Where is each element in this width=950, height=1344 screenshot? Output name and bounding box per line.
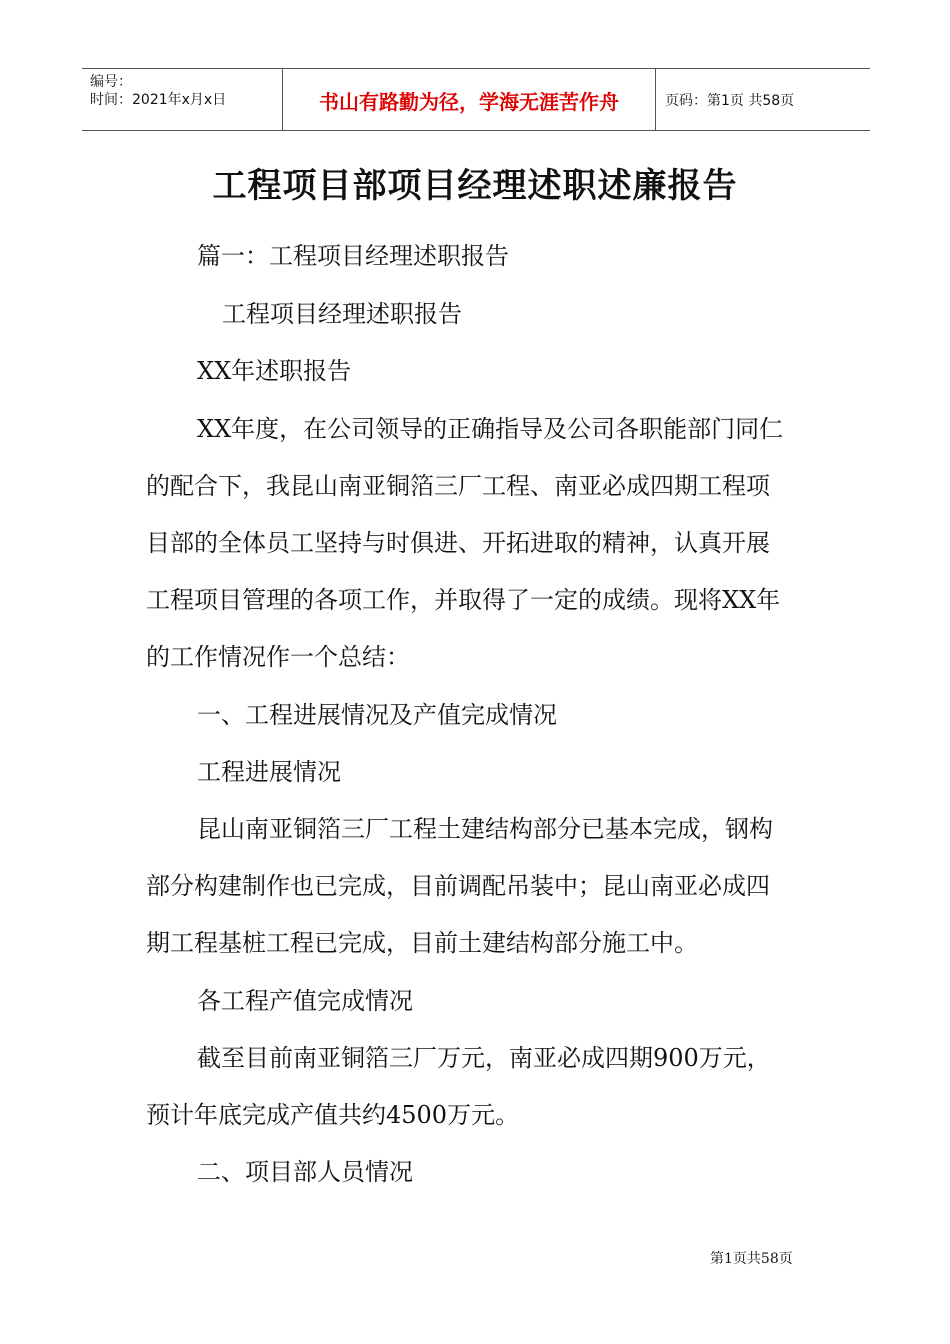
paragraph-line: 目部的全体员工坚持与时俱进、开拓进取的精神，认真开展 — [146, 529, 770, 557]
paragraph-line: 部分构建制作也已完成，目前调配吊装中；昆山南亚必成四 — [146, 872, 770, 900]
paragraph-line: 截至目前南亚铜箔三厂万元，南亚必成四期900万元， — [197, 1044, 771, 1072]
section-heading: 一、工程进展情况及产值完成情况 — [197, 701, 557, 729]
paragraph-line: 昆山南亚铜箔三厂工程土建结构部分已基本完成，钢构 — [197, 815, 773, 843]
header-left-cell — [82, 69, 282, 130]
sub-heading: 工程项目经理述职报告 — [222, 300, 462, 328]
paragraph-line: 预计年底完成产值共约4500万元。 — [146, 1101, 520, 1129]
number-label: 编号： — [90, 74, 132, 90]
header-right-cell — [655, 69, 870, 130]
paragraph-line: 工程项目管理的各项工作，并取得了一定的成绩。现将XX年 — [146, 586, 781, 614]
motto: 书山有路勤为径，学海无涯苦作舟 — [319, 90, 619, 114]
time-line: 时间：2021年x月x日 — [90, 92, 227, 108]
section-heading: 篇一：工程项目经理述职报告 — [197, 242, 509, 270]
header-motto-cell — [282, 69, 656, 130]
paragraph-line: 的配合下，我昆山南亚铜箔三厂工程、南亚必成四期工程项 — [146, 472, 770, 500]
sub-heading: 工程进展情况 — [197, 758, 341, 786]
sub-heading: 各工程产值完成情况 — [197, 987, 413, 1015]
section-heading: 二、项目部人员情况 — [197, 1158, 413, 1186]
paragraph-line: XX年度，在公司领导的正确指导及公司各职能部门同仁 — [197, 415, 784, 443]
page-footer: 第1页共58页 — [710, 1251, 793, 1267]
paragraph-line: 的工作情况作一个总结： — [146, 643, 410, 671]
document-title: 工程项目部项目经理述职述廉报告 — [212, 166, 738, 206]
report-label: XX年述职报告 — [197, 357, 352, 385]
header-table — [82, 68, 870, 131]
page-info: 页码：第1页 共58页 — [665, 93, 795, 109]
paragraph-line: 期工程基桩工程已完成，目前土建结构部分施工中。 — [146, 929, 698, 957]
